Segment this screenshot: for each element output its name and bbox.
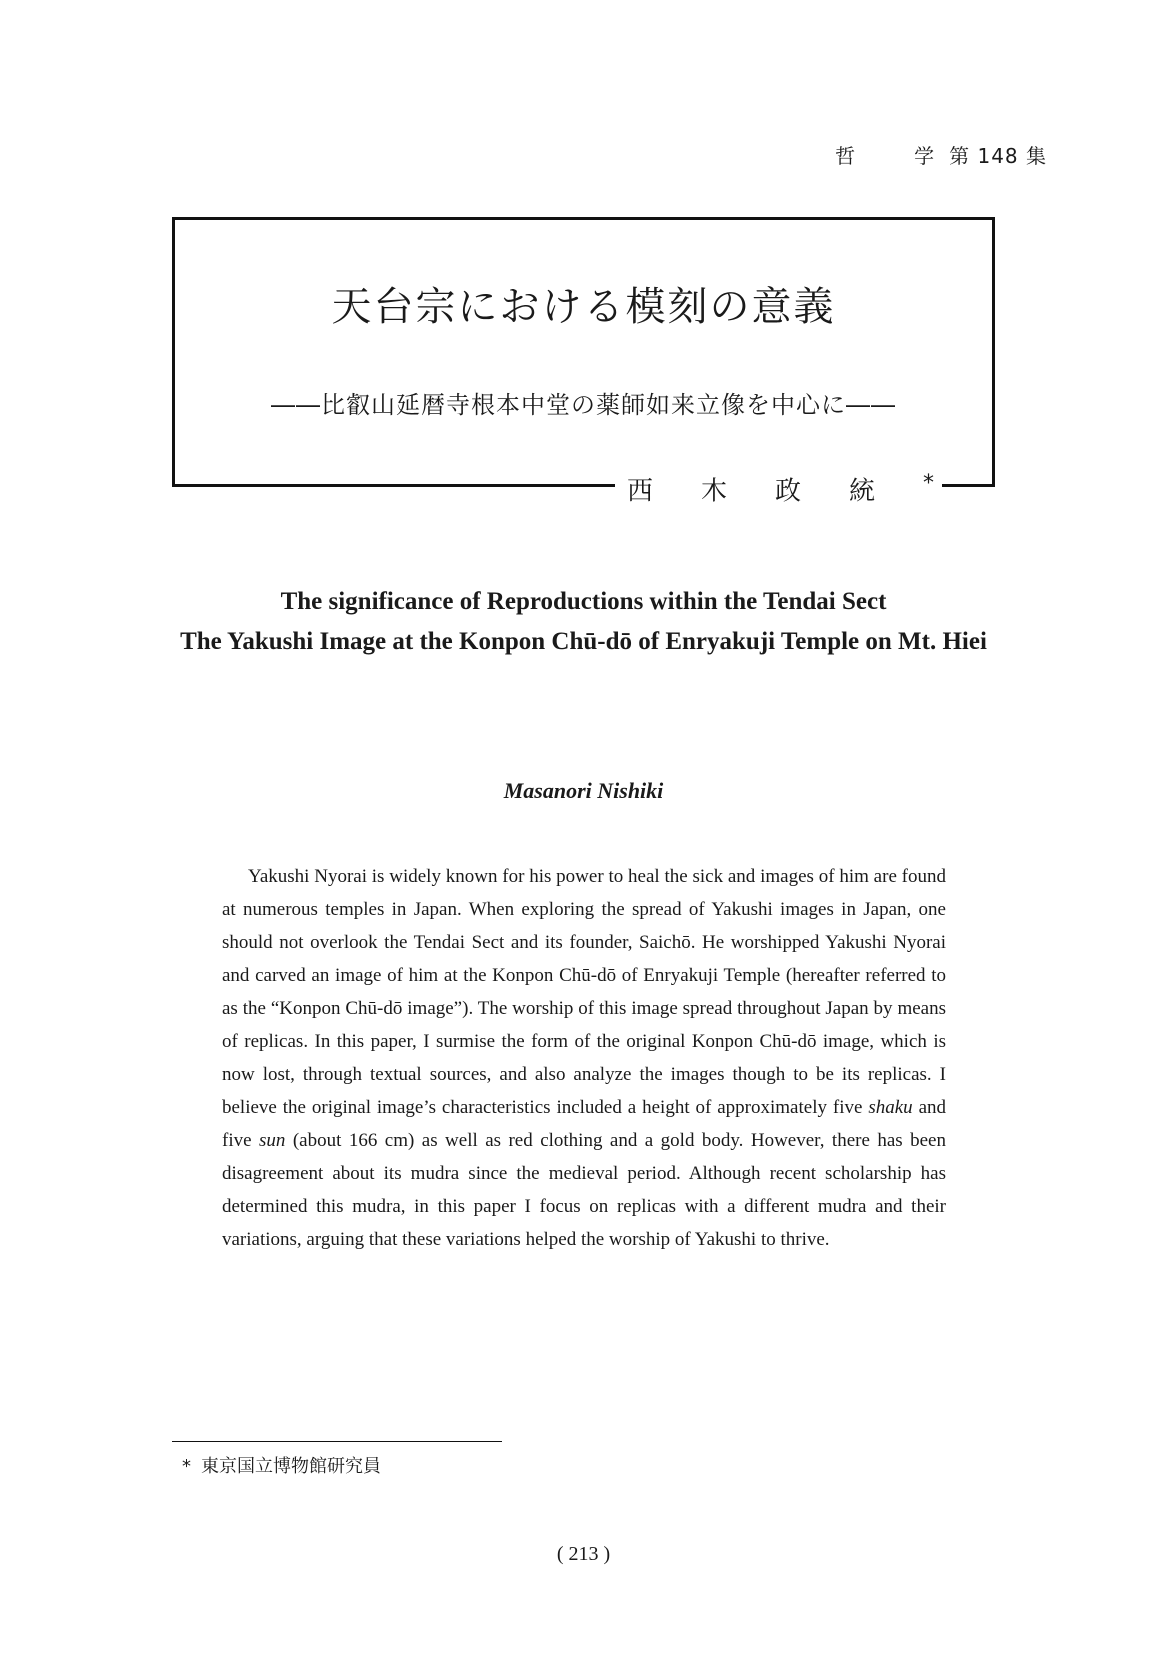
- footnote-divider: [172, 1441, 502, 1442]
- japanese-subtitle: ――比叡山延暦寺根本中堂の薬師如来立像を中心に――: [271, 391, 896, 419]
- abstract-part-2: and five: [222, 1097, 947, 1151]
- volume-number: 第 148 集: [949, 144, 1047, 168]
- journal-name-char-2: 学: [914, 144, 936, 168]
- japanese-title: 天台宗における模刻の意義: [331, 284, 836, 330]
- journal-name-char-1: 哲: [835, 144, 857, 168]
- abstract-part-3: (about 166 cm) as well as red clothing and a gold body. However, there has been disagreement about its mudra since the medieval period. Although recent scholarship has determined this mudra, in this paper I focus on replicas with a different mudra and their variations, arguing that these variations helped the worship of Yakushi to thrive.: [222, 1130, 946, 1250]
- page-number: ( 213 ): [556, 1543, 611, 1565]
- author-footnote-mark: *: [923, 471, 934, 496]
- english-title: [150, 582, 1017, 662]
- english-title-line-2: The Yakushi Image at the Konpon Chū-dō of Enryakuji Temple on Mt. Hiei: [180, 628, 987, 655]
- footnote: [182, 1452, 381, 1478]
- japanese-author-name: 西木政統: [626, 476, 923, 507]
- english-title-line-1: The significance of Reproductions within the Tendai Sect: [280, 588, 887, 615]
- journal-header: [835, 140, 1047, 169]
- japanese-title-box: [172, 217, 995, 507]
- abstract: [222, 860, 946, 1256]
- english-author: Masanori Nishiki: [503, 778, 664, 803]
- abstract-term-sun: sun: [259, 1130, 286, 1151]
- abstract-part-1: Yakushi Nyorai is widely known for his power to heal the sick and images of him are found at numerous temples in Japan. When exploring the spread of Yakushi images in Japan, one should not overlook the Tendai Sect and its founder, Saichō. He worshipped Yakushi Nyorai and carved an image of him at the Konpon Chū-dō of Enryakuji Temple (hereafter referred to as the “Konpon Chū-dō image”). The worship of this image spread throughout Japan by means of replicas. In this paper, I surmise the form of the original Konpon Chū-dō image, which is now lost, through textual sources, and also analyze the images though to be its replicas. I believe the original image’s characteristics included a height of approximately five: [222, 866, 946, 1118]
- footnote-mark: *: [182, 1456, 191, 1477]
- japanese-author: [615, 467, 942, 509]
- footnote-text: 東京国立博物館研究員: [201, 1456, 381, 1477]
- abstract-term-shaku: shaku: [868, 1097, 913, 1118]
